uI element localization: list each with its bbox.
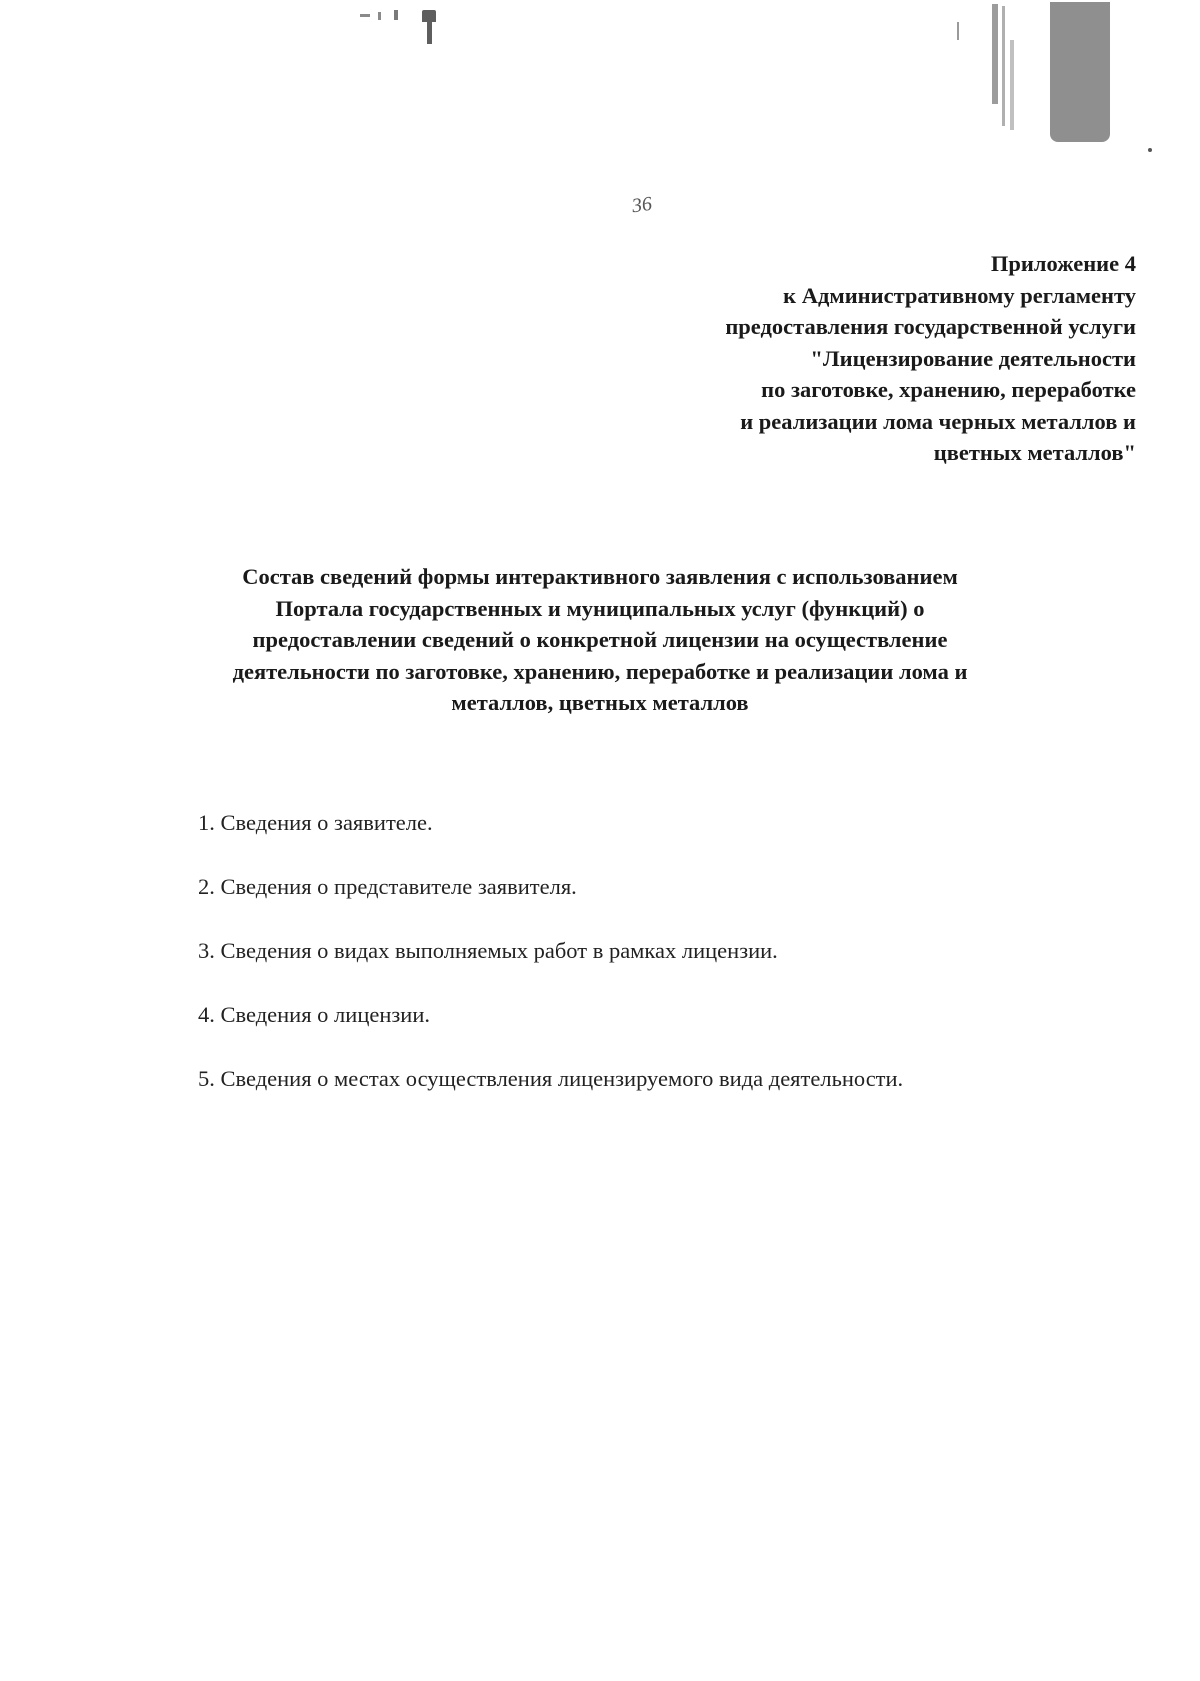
scan-artifact: [427, 22, 432, 44]
list-item: 3. Сведения о видах выполняемых работ в рамках лицензии.: [198, 938, 778, 963]
list-item: 4. Сведения о лицензии.: [198, 1002, 430, 1027]
scan-artifact: [422, 10, 436, 22]
scan-artifact: [1148, 148, 1152, 152]
document-title: Состав сведений формы интерактивного заявления с использованием Портала государственных и муниципальных услуг (функций) о предоставлении сведений о конкретной лицензии на осуществление деятельности по заготовке, хранению, переработке и реализации лома и металлов, цветных металлов: [232, 564, 968, 715]
scan-artifact: [1002, 6, 1005, 126]
page-number: 36: [630, 192, 654, 218]
list-item: 1. Сведения о заявителе.: [198, 810, 433, 835]
scan-artifact: [360, 14, 370, 17]
scan-artifact: [992, 4, 998, 104]
scan-artifact: [394, 10, 398, 20]
scan-artifact: [1010, 40, 1014, 130]
items-list: [198, 808, 903, 1128]
scan-artifact: [378, 12, 381, 20]
scan-artifact: [957, 22, 959, 40]
appendix-header: Приложение 4 к Административному регламенту предоставления государственной услуги "Лицензирование деятельности по заготовке, хранению, переработке и реализации лома черных металлов и цветных металлов": [725, 251, 1136, 465]
list-item: 2. Сведения о представителе заявителя.: [198, 874, 577, 899]
list-item: 5. Сведения о местах осуществления лицензируемого вида деятельности.: [198, 1066, 904, 1091]
scan-artifact: [1050, 2, 1110, 142]
